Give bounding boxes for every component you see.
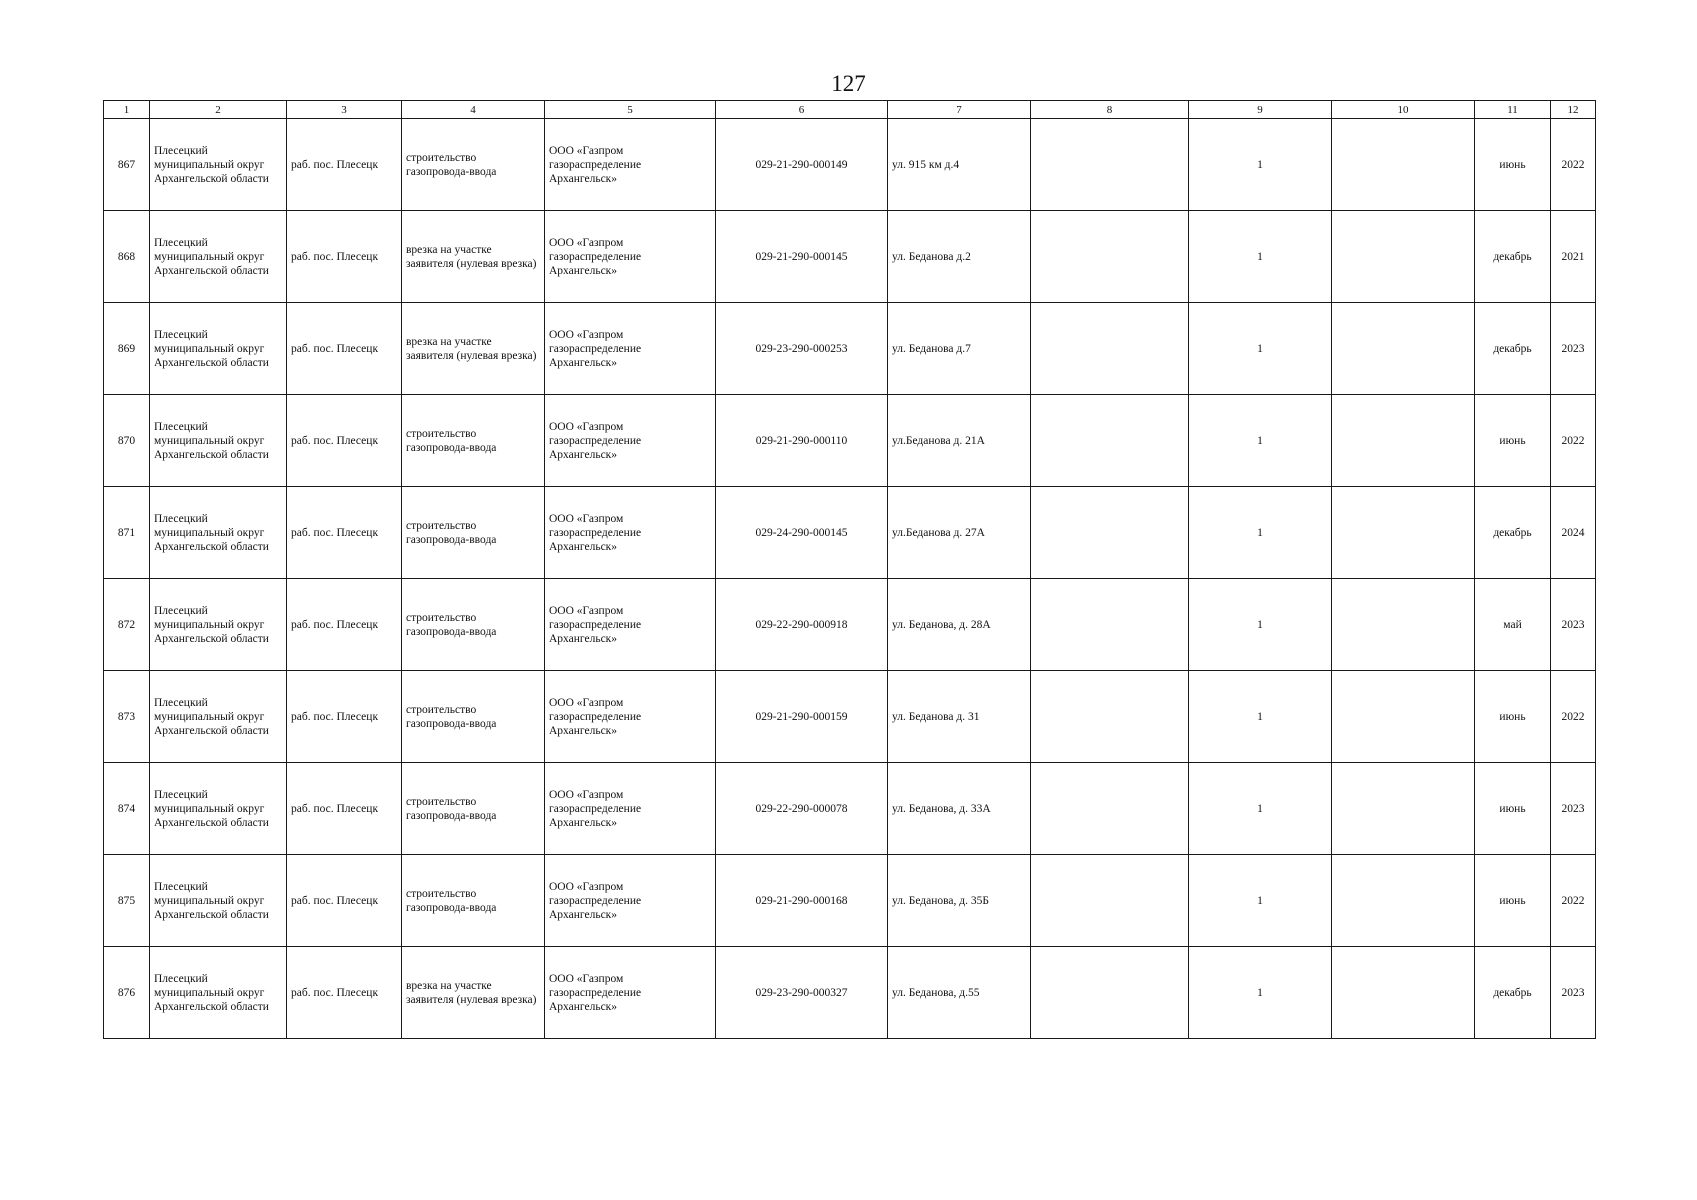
row-number: 869: [104, 303, 150, 395]
column-8-cell: [1031, 763, 1189, 855]
work-type-cell: врезка на участке заявителя (нулевая врезка): [402, 303, 545, 395]
object-id-cell: 029-21-290-000159: [716, 671, 888, 763]
settlement-cell: раб. пос. Плесецк: [287, 395, 402, 487]
address-cell: ул. Беданова, д. 33А: [888, 763, 1031, 855]
settlement-cell: раб. пос. Плесецк: [287, 763, 402, 855]
object-id-cell: 029-21-290-000149: [716, 119, 888, 211]
settlement-cell: раб. пос. Плесецк: [287, 671, 402, 763]
year-cell: 2022: [1551, 855, 1596, 947]
month-cell: декабрь: [1475, 947, 1551, 1039]
table-header: [104, 101, 1596, 119]
table-row: [104, 671, 1596, 763]
settlement-cell: раб. пос. Плесецк: [287, 855, 402, 947]
count-cell: 1: [1189, 211, 1332, 303]
column-10-cell: [1332, 395, 1475, 487]
row-number: 872: [104, 579, 150, 671]
district-cell: Плесецкий муниципальный округ Архангельской области: [150, 763, 287, 855]
district-cell: Плесецкий муниципальный округ Архангельской области: [150, 671, 287, 763]
settlement-cell: раб. пос. Плесецк: [287, 211, 402, 303]
address-cell: ул. Беданова, д. 28А: [888, 579, 1031, 671]
count-cell: 1: [1189, 763, 1332, 855]
work-type-cell: строительство газопровода-ввода: [402, 579, 545, 671]
address-cell: ул.Беданова д. 21А: [888, 395, 1031, 487]
address-cell: ул. Беданова д.7: [888, 303, 1031, 395]
work-type-cell: врезка на участке заявителя (нулевая врезка): [402, 211, 545, 303]
column-header-7: 7: [888, 101, 1031, 119]
column-10-cell: [1332, 211, 1475, 303]
address-cell: ул. Беданова д. 31: [888, 671, 1031, 763]
month-cell: июнь: [1475, 395, 1551, 487]
organization-cell: ООО «Газпром газораспределение Архангельск»: [545, 855, 716, 947]
column-8-cell: [1031, 579, 1189, 671]
year-cell: 2023: [1551, 763, 1596, 855]
column-10-cell: [1332, 671, 1475, 763]
settlement-cell: раб. пос. Плесецк: [287, 487, 402, 579]
page-number: 127: [831, 71, 866, 96]
address-cell: ул. 915 км д.4: [888, 119, 1031, 211]
column-8-cell: [1031, 671, 1189, 763]
table-row: [104, 579, 1596, 671]
organization-cell: ООО «Газпром газораспределение Архангельск»: [545, 487, 716, 579]
row-number: 868: [104, 211, 150, 303]
district-cell: Плесецкий муниципальный округ Архангельской области: [150, 947, 287, 1039]
work-type-cell: строительство газопровода-ввода: [402, 671, 545, 763]
organization-cell: ООО «Газпром газораспределение Архангельск»: [545, 763, 716, 855]
table-row: [104, 855, 1596, 947]
count-cell: 1: [1189, 303, 1332, 395]
column-10-cell: [1332, 303, 1475, 395]
month-cell: декабрь: [1475, 211, 1551, 303]
work-type-cell: врезка на участке заявителя (нулевая врезка): [402, 947, 545, 1039]
column-header-6: 6: [716, 101, 888, 119]
month-cell: июнь: [1475, 671, 1551, 763]
address-cell: ул. Беданова д.2: [888, 211, 1031, 303]
column-10-cell: [1332, 579, 1475, 671]
count-cell: 1: [1189, 947, 1332, 1039]
column-10-cell: [1332, 763, 1475, 855]
column-8-cell: [1031, 119, 1189, 211]
object-id-cell: 029-23-290-000253: [716, 303, 888, 395]
year-cell: 2024: [1551, 487, 1596, 579]
month-cell: июнь: [1475, 763, 1551, 855]
work-type-cell: строительство газопровода-ввода: [402, 395, 545, 487]
table-row: [104, 303, 1596, 395]
column-header-1: 1: [104, 101, 150, 119]
year-cell: 2022: [1551, 671, 1596, 763]
object-id-cell: 029-23-290-000327: [716, 947, 888, 1039]
organization-cell: ООО «Газпром газораспределение Архангельск»: [545, 303, 716, 395]
year-cell: 2023: [1551, 579, 1596, 671]
district-cell: Плесецкий муниципальный округ Архангельской области: [150, 855, 287, 947]
column-number-row: [104, 101, 1596, 119]
work-type-cell: строительство газопровода-ввода: [402, 119, 545, 211]
object-id-cell: 029-21-290-000110: [716, 395, 888, 487]
year-cell: 2022: [1551, 395, 1596, 487]
district-cell: Плесецкий муниципальный округ Архангельской области: [150, 395, 287, 487]
year-cell: 2021: [1551, 211, 1596, 303]
district-cell: Плесецкий муниципальный округ Архангельской области: [150, 579, 287, 671]
district-cell: Плесецкий муниципальный округ Архангельской области: [150, 487, 287, 579]
settlement-cell: раб. пос. Плесецк: [287, 303, 402, 395]
column-10-cell: [1332, 947, 1475, 1039]
column-header-10: 10: [1332, 101, 1475, 119]
column-8-cell: [1031, 487, 1189, 579]
count-cell: 1: [1189, 487, 1332, 579]
work-type-cell: строительство газопровода-ввода: [402, 855, 545, 947]
object-id-cell: 029-21-290-000145: [716, 211, 888, 303]
count-cell: 1: [1189, 671, 1332, 763]
column-header-12: 12: [1551, 101, 1596, 119]
table-row: [104, 947, 1596, 1039]
column-8-cell: [1031, 211, 1189, 303]
year-cell: 2023: [1551, 947, 1596, 1039]
count-cell: 1: [1189, 855, 1332, 947]
address-cell: ул. Беданова, д.55: [888, 947, 1031, 1039]
district-cell: Плесецкий муниципальный округ Архангельской области: [150, 119, 287, 211]
table-row: [104, 211, 1596, 303]
work-type-cell: строительство газопровода-ввода: [402, 763, 545, 855]
district-cell: Плесецкий муниципальный округ Архангельской области: [150, 211, 287, 303]
organization-cell: ООО «Газпром газораспределение Архангельск»: [545, 395, 716, 487]
column-header-3: 3: [287, 101, 402, 119]
row-number: 876: [104, 947, 150, 1039]
count-cell: 1: [1189, 579, 1332, 671]
column-10-cell: [1332, 855, 1475, 947]
table-row: [104, 395, 1596, 487]
month-cell: июнь: [1475, 119, 1551, 211]
column-8-cell: [1031, 855, 1189, 947]
organization-cell: ООО «Газпром газораспределение Архангельск»: [545, 947, 716, 1039]
organization-cell: ООО «Газпром газораспределение Архангельск»: [545, 211, 716, 303]
organization-cell: ООО «Газпром газораспределение Архангельск»: [545, 119, 716, 211]
column-header-8: 8: [1031, 101, 1189, 119]
column-8-cell: [1031, 947, 1189, 1039]
table-body: [104, 119, 1596, 1039]
month-cell: декабрь: [1475, 487, 1551, 579]
year-cell: 2022: [1551, 119, 1596, 211]
table-row: [104, 119, 1596, 211]
column-header-11: 11: [1475, 101, 1551, 119]
table-row: [104, 763, 1596, 855]
month-cell: июнь: [1475, 855, 1551, 947]
column-header-9: 9: [1189, 101, 1332, 119]
row-number: 874: [104, 763, 150, 855]
object-id-cell: 029-21-290-000168: [716, 855, 888, 947]
organization-cell: ООО «Газпром газораспределение Архангельск»: [545, 671, 716, 763]
object-id-cell: 029-24-290-000145: [716, 487, 888, 579]
object-id-cell: 029-22-290-000078: [716, 763, 888, 855]
year-cell: 2023: [1551, 303, 1596, 395]
district-cell: Плесецкий муниципальный округ Архангельской области: [150, 303, 287, 395]
column-header-4: 4: [402, 101, 545, 119]
column-header-2: 2: [150, 101, 287, 119]
row-number: 873: [104, 671, 150, 763]
registry-table: [103, 100, 1596, 1039]
month-cell: декабрь: [1475, 303, 1551, 395]
column-10-cell: [1332, 119, 1475, 211]
settlement-cell: раб. пос. Плесецк: [287, 947, 402, 1039]
settlement-cell: раб. пос. Плесецк: [287, 119, 402, 211]
work-type-cell: строительство газопровода-ввода: [402, 487, 545, 579]
column-8-cell: [1031, 303, 1189, 395]
column-header-5: 5: [545, 101, 716, 119]
organization-cell: ООО «Газпром газораспределение Архангельск»: [545, 579, 716, 671]
row-number: 870: [104, 395, 150, 487]
table-row: [104, 487, 1596, 579]
row-number: 871: [104, 487, 150, 579]
column-10-cell: [1332, 487, 1475, 579]
address-cell: ул. Беданова, д. 35Б: [888, 855, 1031, 947]
count-cell: 1: [1189, 119, 1332, 211]
row-number: 875: [104, 855, 150, 947]
month-cell: май: [1475, 579, 1551, 671]
count-cell: 1: [1189, 395, 1332, 487]
row-number: 867: [104, 119, 150, 211]
object-id-cell: 029-22-290-000918: [716, 579, 888, 671]
address-cell: ул.Беданова д. 27А: [888, 487, 1031, 579]
settlement-cell: раб. пос. Плесецк: [287, 579, 402, 671]
column-8-cell: [1031, 395, 1189, 487]
